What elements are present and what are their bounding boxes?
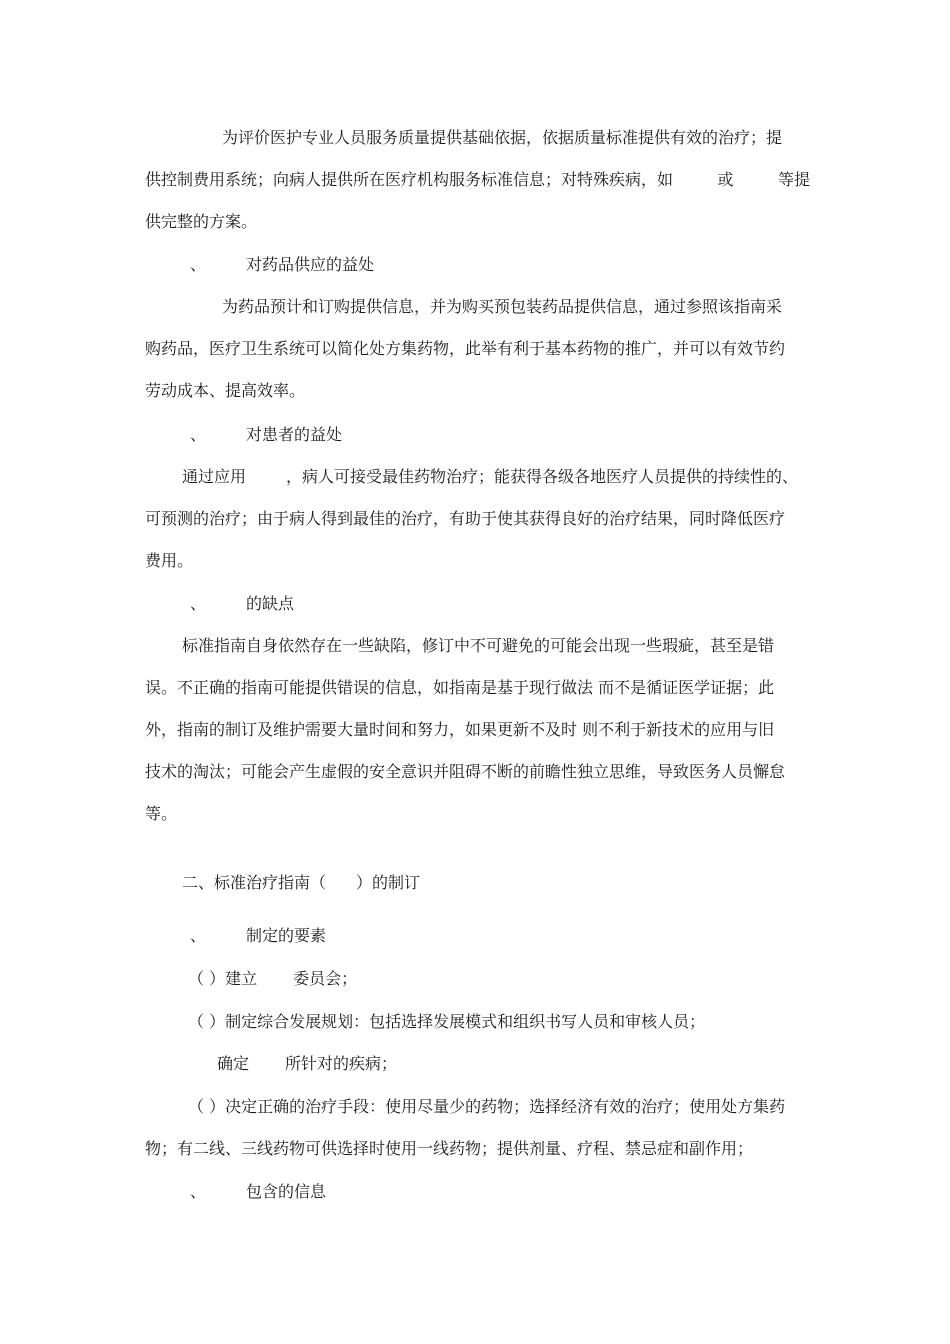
item-1 <box>145 968 810 990</box>
item-4-line-1 <box>145 1096 810 1118</box>
item-1-paren: （ ）建立 <box>188 969 258 988</box>
item-3-text-b: 所针对的疾病； <box>285 1054 398 1073</box>
heading-patient-benefit <box>145 424 810 446</box>
heading-5-text: 包含的信息 <box>246 1182 327 1201</box>
p4-line-4-text: 技术的淘汰；可能会产生虚假的安全意识并阻碍不断的前瞻性独立思维，导致医务人员懈怠 <box>145 762 786 781</box>
paragraph-4-line-5 <box>145 803 810 825</box>
heading-1-number: 、 <box>190 255 207 274</box>
heading-4-number: 、 <box>190 926 207 945</box>
section-2-title <box>145 872 810 894</box>
p2-line-1-text: 为药品预计和订购提供信息，并为购买预包装药品提供信息，通过参照该指南采 <box>222 297 783 316</box>
section-2-title-a: 二、标准治疗指南（ <box>182 873 327 892</box>
paragraph-4-line-1 <box>145 635 810 657</box>
heading-2-text: 对患者的益处 <box>246 425 343 444</box>
item-2-text: （ ）制定综合发展规划：包括选择发展模式和组织书写人员和审核人员； <box>188 1012 706 1031</box>
p3-line-2-text: 可预测的治疗；由于病人得到最佳的治疗，有助于使其获得良好的治疗结果，同时降低医疗 <box>145 509 786 528</box>
paragraph-4-line-3 <box>145 719 810 741</box>
item-4-line-2 <box>145 1138 810 1160</box>
paragraph-2-line-2 <box>145 338 810 360</box>
p4-line-5-text: 等。 <box>145 804 178 823</box>
p1-line-1-text: 为评价医护专业人员服务质量提供基础依据，依据质量标准提供有效的治疗；提 <box>222 128 783 147</box>
paragraph-2-line-1 <box>145 296 810 318</box>
paragraph-1-line-1 <box>145 127 810 149</box>
p2-line-2-text: 购药品，医疗卫生系统可以简化处方集药物，此举有利于基本药物的推广，并可以有效节约 <box>145 339 786 358</box>
p1-line-2-text-c: 等提 <box>777 170 810 189</box>
item-3-text-a: 确定 <box>217 1054 250 1073</box>
paragraph-3-line-3 <box>145 550 810 572</box>
heading-5-number: 、 <box>190 1182 207 1201</box>
paragraph-3-line-1 <box>145 466 810 488</box>
p1-line-2-text-b: 或 <box>717 170 734 189</box>
heading-3-number: 、 <box>190 594 207 613</box>
item-4-line-1-text: （ ）决定正确的治疗手段：使用尽量少的药物；选择经济有效的治疗；使用处方集药 <box>188 1097 786 1116</box>
paragraph-2-line-3 <box>145 380 810 402</box>
item-2 <box>145 1011 810 1033</box>
p1-line-2-text-a: 供控制费用系统；向病人提供所在医疗机构服务标准信息；对特殊疾病，如 <box>145 170 674 189</box>
p3-line-3-text: 费用。 <box>145 551 194 570</box>
heading-1-text: 对药品供应的益处 <box>246 255 375 274</box>
heading-contained-info <box>145 1181 810 1203</box>
heading-3-text: 的缺点 <box>246 594 295 613</box>
p4-line-2-text: 误。不正确的指南可能提供错误的信息，如指南是基于现行做法 而不是循证医学证据；此 <box>145 678 775 697</box>
paragraph-4-line-2 <box>145 677 810 699</box>
p4-line-3-text: 外，指南的制订及维护需要大量时间和努力，如果更新不及时 则不利于新技术的应用与旧 <box>145 720 775 739</box>
p3-line-1-text-b: ，病人可接受最佳药物治疗；能获得各级各地医疗人员提供的持续性的、 <box>286 467 799 486</box>
heading-4-text: 制定的要素 <box>246 926 327 945</box>
p4-line-1-text: 标准指南自身依然存在一些缺陷，修订中不可避免的可能会出现一些瑕疵，甚至是错 <box>182 636 775 655</box>
item-3 <box>145 1053 810 1075</box>
item-4-line-2-text: 物；有二线、三线药物可供选择时使用一线药物；提供剂量、疗程、禁忌症和副作用； <box>145 1139 754 1158</box>
p2-line-3-text: 劳动成本、提高效率。 <box>145 381 306 400</box>
heading-2-number: 、 <box>190 425 207 444</box>
paragraph-1-line-3 <box>145 211 810 233</box>
item-1-text: 委员会； <box>293 969 358 988</box>
heading-disadvantages <box>145 593 810 615</box>
heading-elements <box>145 925 810 947</box>
p3-line-1-text-a: 通过应用 <box>182 467 247 486</box>
p1-line-3-text: 供完整的方案。 <box>145 212 258 231</box>
paragraph-1-line-2 <box>145 169 810 191</box>
paragraph-4-line-4 <box>145 761 810 783</box>
section-2-title-b: ）的制订 <box>356 873 421 892</box>
paragraph-3-line-2 <box>145 508 810 530</box>
heading-drug-supply <box>145 254 810 276</box>
